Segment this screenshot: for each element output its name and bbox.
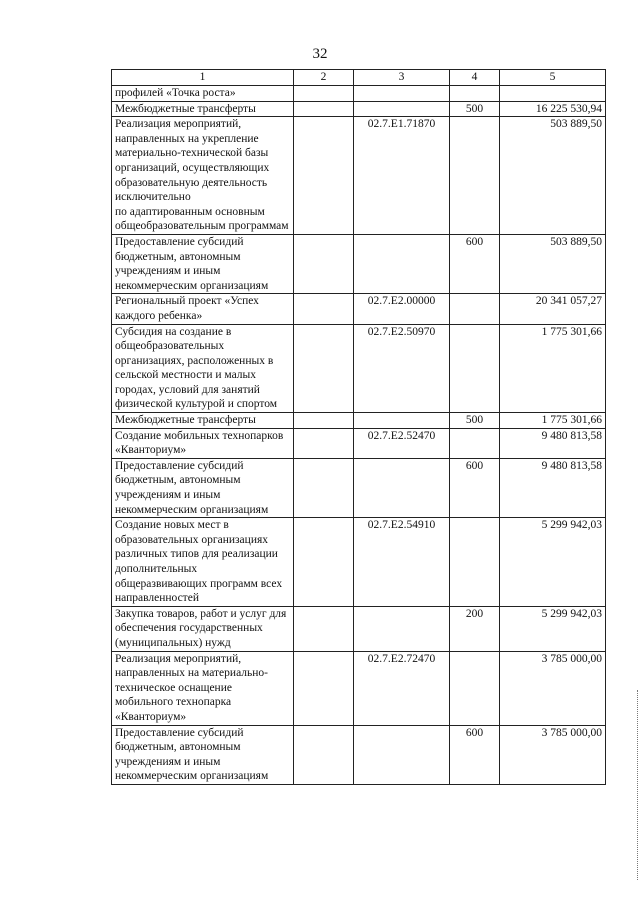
row-code-cell: 02.7.E2.54910 <box>354 518 450 607</box>
table-row <box>112 294 606 324</box>
budget-table <box>111 69 606 785</box>
row-section-cell <box>294 458 354 517</box>
column-header: 5 <box>500 70 606 86</box>
row-amount-cell: 1 775 301,66 <box>500 413 606 429</box>
row-name-cell: профилей «Точка роста» <box>112 86 294 102</box>
row-name-cell: Предоставление субсидий бюджетным, автономным учреждениям и иным некоммерческим организациям <box>112 458 294 517</box>
row-code-cell <box>354 458 450 517</box>
table-row <box>112 725 606 784</box>
row-amount-cell: 503 889,50 <box>500 117 606 235</box>
column-header: 2 <box>294 70 354 86</box>
row-section-cell <box>294 234 354 293</box>
row-amount-cell: 503 889,50 <box>500 234 606 293</box>
row-amount-cell: 3 785 000,00 <box>500 651 606 725</box>
row-name-cell: Предоставление субсидий бюджетным, автономным учреждениям и иным некоммерческим организациям <box>112 725 294 784</box>
row-name-cell: Создание мобильных технопарков «Кванториум» <box>112 428 294 458</box>
row-expense-type-cell <box>450 86 500 102</box>
row-expense-type-cell <box>450 294 500 324</box>
row-amount-cell: 9 480 813,58 <box>500 428 606 458</box>
row-expense-type-cell <box>450 324 500 413</box>
row-expense-type-cell <box>450 428 500 458</box>
table-row <box>112 458 606 517</box>
row-name-cell: Реализация мероприятий, направленных на укрепление материально-технической базы организаций, осуществляющих образовательную деятельность исключительно по адаптированным основным общеобразовательным программам <box>112 117 294 235</box>
row-expense-type-cell: 600 <box>450 234 500 293</box>
row-amount-cell: 16 225 530,94 <box>500 101 606 117</box>
row-section-cell <box>294 518 354 607</box>
row-code-cell <box>354 101 450 117</box>
row-section-cell <box>294 428 354 458</box>
row-amount-cell: 1 775 301,66 <box>500 324 606 413</box>
row-name-cell: Реализация мероприятий, направленных на материально-техническое оснащение мобильного технопарка «Кванториум» <box>112 651 294 725</box>
row-expense-type-cell <box>450 651 500 725</box>
row-code-cell <box>354 606 450 651</box>
header-row <box>112 70 606 86</box>
table-row <box>112 518 606 607</box>
row-section-cell <box>294 294 354 324</box>
row-section-cell <box>294 101 354 117</box>
row-name-cell: Закупка товаров, работ и услуг для обеспечения государственных (муниципальных) нужд <box>112 606 294 651</box>
row-section-cell <box>294 651 354 725</box>
row-amount-cell: 20 341 057,27 <box>500 294 606 324</box>
row-code-cell: 02.7.E2.72470 <box>354 651 450 725</box>
row-expense-type-cell: 600 <box>450 458 500 517</box>
row-code-cell <box>354 234 450 293</box>
row-amount-cell: 5 299 942,03 <box>500 518 606 607</box>
row-code-cell: 02.7.E2.00000 <box>354 294 450 324</box>
page-number: 32 <box>312 46 328 62</box>
column-header: 4 <box>450 70 500 86</box>
row-name-cell: Предоставление субсидий бюджетным, автономным учреждениям и иным некоммерческим организациям <box>112 234 294 293</box>
table-row <box>112 606 606 651</box>
row-name-cell: Субсидия на создание в общеобразовательных организациях, расположенных в сельской местности и малых городах, условий для занятий физической культурой и спортом <box>112 324 294 413</box>
row-code-cell: 02.7.E2.50970 <box>354 324 450 413</box>
table-row <box>112 413 606 429</box>
row-amount-cell: 9 480 813,58 <box>500 458 606 517</box>
row-expense-type-cell: 600 <box>450 725 500 784</box>
row-name-cell: Создание новых мест в образовательных организациях различных типов для реализации дополнительных общеразвивающих программ всех направленностей <box>112 518 294 607</box>
column-header: 3 <box>354 70 450 86</box>
row-section-cell <box>294 117 354 235</box>
row-name-cell: Межбюджетные трансферты <box>112 101 294 117</box>
table-row <box>112 86 606 102</box>
row-code-cell <box>354 86 450 102</box>
row-code-cell: 02.7.E1.71870 <box>354 117 450 235</box>
table-row <box>112 428 606 458</box>
row-code-cell <box>354 413 450 429</box>
row-section-cell <box>294 413 354 429</box>
row-expense-type-cell: 500 <box>450 413 500 429</box>
row-code-cell <box>354 725 450 784</box>
row-section-cell <box>294 86 354 102</box>
row-section-cell <box>294 606 354 651</box>
table-row <box>112 651 606 725</box>
table-row <box>112 234 606 293</box>
row-code-cell: 02.7.E2.52470 <box>354 428 450 458</box>
row-expense-type-cell: 500 <box>450 101 500 117</box>
row-name-cell: Межбюджетные трансферты <box>112 413 294 429</box>
column-header: 1 <box>112 70 294 86</box>
row-section-cell <box>294 725 354 784</box>
row-name-cell: Региональный проект «Успех каждого ребенка» <box>112 294 294 324</box>
row-expense-type-cell <box>450 518 500 607</box>
row-section-cell <box>294 324 354 413</box>
row-expense-type-cell <box>450 117 500 235</box>
table-row <box>112 324 606 413</box>
row-expense-type-cell: 200 <box>450 606 500 651</box>
row-amount-cell <box>500 86 606 102</box>
row-amount-cell: 3 785 000,00 <box>500 725 606 784</box>
table-row <box>112 101 606 117</box>
table-row <box>112 117 606 235</box>
row-amount-cell: 5 299 942,03 <box>500 606 606 651</box>
